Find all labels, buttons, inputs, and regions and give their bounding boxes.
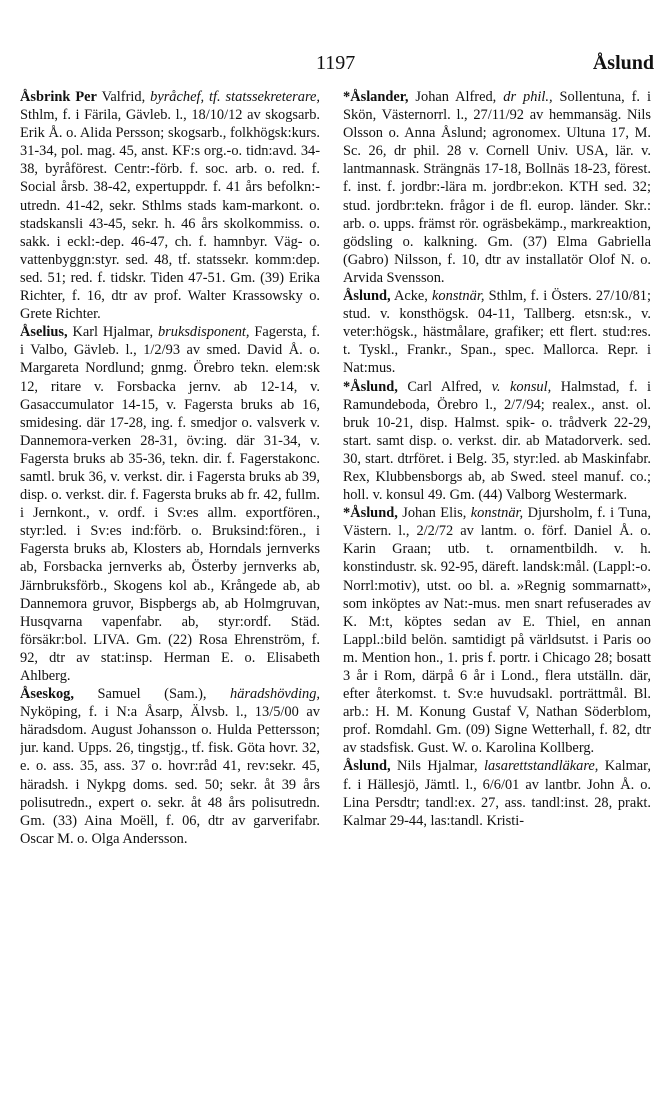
entry-title: dr phil., bbox=[503, 89, 553, 105]
biography-entry bbox=[343, 504, 651, 757]
entry-surname: Åslund, bbox=[343, 758, 391, 775]
entry-given-names: Acke, bbox=[390, 288, 428, 305]
entry-text: Sthlm, f. i Färila, Gävleb. l., 18/10/12 av skogsarb. Erik Å. o. Alida Persson; skogsarb., folkhögsk:kurs. 31-34, pol. mag. 45, anst. KF:s org.-o. tidn:avd. 34-38, byråförest. Centr:-förb. f. soc. arb. o. red. f. Social årsb. 38-42, expertuppdr. f. 41 års befolkn:-utredn. 41-42, sekr. Sthlms stads kam-markont. o. stadskansli 43-45, sekr. h. 46 års skolkommiss. o. sakk. i eckl:-dep. 46-47, ch. f. hamnbyr. Väg- o. vattenbyggn:styr. sed. 48, tf. statssekr. komm:dep. sed. 51; red. f. tidskr. Tiden 47-51. Gm. (39) Erika Richter, f. 16, dtr av prof. Walter Krassowsky o. Grete Richter. bbox=[20, 107, 320, 323]
entry-text: Djursholm, f. i Tuna, Västern. l., 2/2/72 av lantm. o. förf. Daniel Å. o. Karin Graan; utb. t. ornamentbildh. v. h. konstindustr. sk. 92-95, däreft. landsk:mål. (Lappl:-o. Norrl:motiv), utst. oo bl. a. »Regnig sommarnatt», som inköptes av Nat:-mus. men snart refuserades av K. M:t, köptes sedan av E. Thiel, en annan Lappl.:bild belön. samtidigt på världsutst. i Paris oo m. Mention hon., 1. pris f. portr. i Chicago 28; bosatt 3 år i Rom, därpå 6 år i Lond., flera utställn. där, efter återkomst. t. Sv:e huvudsakl. porträttmål. Bl. arb.: H. M. Konung Gustaf V, Nathan Söderblom, prof. Romdahl. Gm. (09) Signe Wetterhall, f. 82, dtr av stadsfisk. Gust. W. o. Karolina Kollberg. bbox=[343, 505, 651, 757]
left-column bbox=[20, 88, 320, 1078]
entry-surname: *Åslander, bbox=[343, 89, 409, 105]
biography-entry bbox=[20, 685, 320, 848]
entry-title: konstnär, bbox=[470, 505, 524, 522]
entry-given-names: Samuel (Sam.), bbox=[73, 686, 207, 703]
entry-title: häradshövding, bbox=[230, 686, 320, 703]
entry-given-names: Karl Hjalmar, bbox=[67, 324, 154, 341]
entry-given-names: Carl Alfred, bbox=[397, 378, 483, 395]
biography-entry bbox=[343, 378, 651, 505]
biography-entry bbox=[343, 287, 651, 377]
entry-given-name-bold: Per bbox=[75, 89, 97, 105]
entry-surname: *Åslund, bbox=[343, 378, 398, 395]
entry-text: Nyköping, f. i N:a Åsarp, Älvsb. l., 13/5/00 av häradsdom. August Johansson o. Hulda Pettersson; jur. kand. Upps. 26, tingstjg., tf. fisk. Göta hovr. 32, e. o. ass. 35, ass. 37 o. hovr:råd 41, rev:sekr. 45, häradsh. i Nykpg doms. sed. 50; sekr. åt 39 års polisutredn., expert o. sekr. åt 48 års polisutredn. Gm. (33) Aina Moëll, f. 06, dtr av garverifabr. Oscar M. o. Olga Andersson. bbox=[20, 704, 320, 847]
entry-title: bruksdisponent, bbox=[157, 324, 250, 341]
entry-text: Fagersta, f. i Valbo, Gävleb. l., 1/2/93 av smed. David Å. o. Margareta Nordlund; gnmg. Örebro tekn. elem:sk 12, ritare v. Forsbacka jernv. ab 12-14, v. Gasaccumulator 14-15, v. Fagersta bruks ab 16, smidesing. där 17-28, ing. f. smedjor o. valsverk v. Dannemora-verken 28-31, öv:ing. där 31-34, v. Fagersta bruks ab 35-36, tekn. dir. f. Fagerstakonc. samtl. bruk 36, v. verkst. dir. i Fagersta bruks ab 39, disp. o. verkst. dir. f. Fagersta bruks ab fr. 42, fullm. i Jernkont., v. ordf. i Sv:es allm. exportfören., styr:led. i Sv:es ind:förb. o. Bruksind:fören., i Fagersta bruks ab, Klosters ab, Horndals jernverks ab, Forsbacka jernverks ab, Österby jernverks ab, Järnbruksförb., Skogens kol ab., Krångede ab, ab Dannemora gruvor, Bispbergs ab, ab Holmgruvan, Husqvarna vapenfabr. ab, styr:ordf. Städ. försäkr:bol. LIVA. Gm. (22) Rosa Ehrenström, f. 92, dtr av stat:insp. Herman E. o. Elisabeth Ahlberg. bbox=[20, 324, 320, 684]
biography-entry bbox=[20, 323, 320, 685]
entry-surname: Åseskog, bbox=[20, 686, 74, 703]
entry-text: Sthlm, f. i Östers. 27/10/81; stud. v. konsthögsk. 04-11, Tallberg. etsn:sk., v. veter:högsk., hästmålare, grafiker; ett flert. stud:res. t. Tyskl., Frankr., Span., spec. Mallorca. Repr. i Nat:mus. bbox=[343, 288, 651, 377]
biography-entry bbox=[343, 88, 651, 287]
entry-surname: *Åslund, bbox=[343, 505, 398, 522]
entry-surname: Åsbrink bbox=[20, 89, 71, 105]
biography-entry bbox=[343, 757, 651, 829]
entry-title: lasarettstandläkare, bbox=[483, 758, 599, 775]
entry-title: v. konsul, bbox=[491, 378, 552, 395]
entry-text: Sollentuna, f. i Skön, Västernorrl. l., 27/11/92 av hemmansäg. Nils Olsson o. Anna Åslund; agronomex. Ultuna 17, M. Sc. 26, dr phil. 28 v. Cornell Univ. USA, lär. v. lantmannask. Strängnäs 17-18, Bollnäs 18-23, förest. f. inst. f. jordbr:-lära m. jordbr:ekon. KTH sed. 32; stud. jordbr:tekn. frågor i de fl. europ. länder. Skr.: arb. o. upps. främst rör. ogräsbekämp., markreaktion, gödsling o. kalkning. Gm. (37) Elma Gabriella (Gabro) Nilsson, f. 10, dtr av installatör Olof N. o. Arvida Svensson. bbox=[343, 89, 651, 286]
entry-title: byråchef, tf. statssekreterare, bbox=[150, 89, 320, 105]
running-head: Åslund bbox=[592, 52, 654, 74]
right-column bbox=[343, 88, 651, 1078]
entry-given-names: Johan Alfred, bbox=[408, 89, 497, 105]
biography-entry bbox=[20, 88, 320, 323]
page-number: 1197 bbox=[316, 52, 356, 74]
entry-text: Kalmar, f. i Hällesjö, Jämtl. l., 6/6/01 av lantbr. John Å. o. Lina Persdtr; tandl:ex. 27, ass. tandl:inst. 28, prakt. Kalmar 29-44, las:tandl. Kristi- bbox=[343, 758, 651, 829]
entry-title: konstnär, bbox=[432, 288, 485, 305]
entry-surname: Åslund, bbox=[343, 288, 391, 305]
entry-given-names: Johan Elis, bbox=[397, 505, 467, 522]
entry-text: Halmstad, f. i Ramundeboda, Örebro l., 2/7/94; realex., anst. ol. bruk 10-21, disp. Halmst. spik- o. trådverk 22-29, start. samt disp. o. verkst. dir. ab Matadorverk. sed. 30, start. dtrföret. i Belg. 35, styr:led. ab Maskinfabr. Rex, Klubbensborgs ab, ab Swed. steel manuf. co.; holl. v. konsul 49. Gm. (44) Valborg Westermark. bbox=[343, 378, 651, 504]
entry-surname: Åselius, bbox=[20, 324, 68, 341]
entry-given-names: Valfrid, bbox=[96, 89, 146, 105]
entry-given-names: Nils Hjalmar, bbox=[390, 758, 478, 775]
page-header bbox=[0, 52, 672, 82]
